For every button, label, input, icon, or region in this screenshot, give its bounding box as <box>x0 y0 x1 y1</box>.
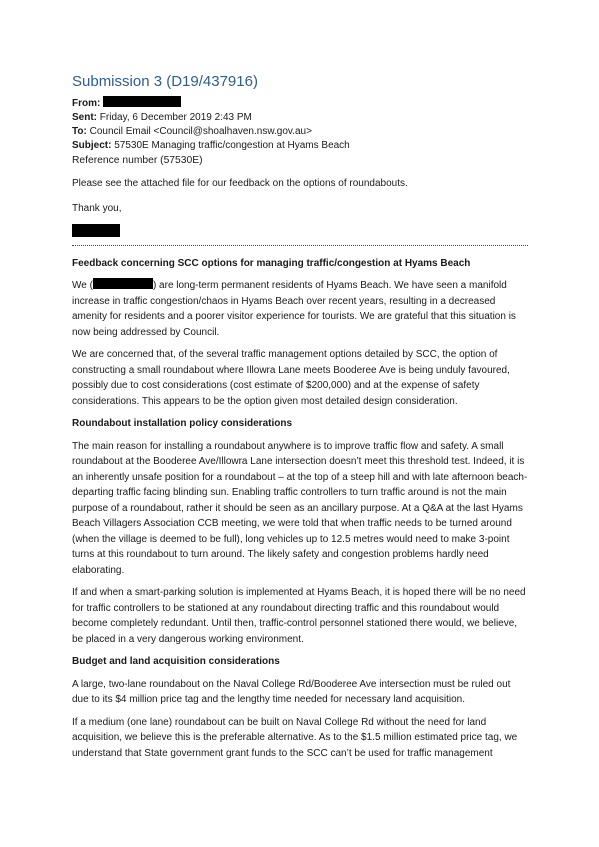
submission-title: Submission 3 (D19/437916) <box>72 73 258 90</box>
paragraph-residents-start: We ( <box>72 280 93 291</box>
paragraph-two-lane: A large, two-lane roundabout on the Naval College Rd/Booderee Ave intersection must be ruled out due to its $4 million price tag and the lengthy time needed for necessary land acquisition. <box>72 678 511 705</box>
paragraph-concern: We are concerned that, of the several traffic management options detailed by SCC, the option of constructing a small roundabout where Illowra Lane meets Booderee Ave is being unduly favoured, possibly due to cost considerations (cost estimate of $200,000) and at the expense of safety considerations. This appears to be the option given most detailed design consideration. <box>72 349 510 407</box>
paragraph-policy: The main reason for installing a roundabout anywhere is to improve traffic flow and safety. A small roundabout at the Booderee Ave/Illowra Lane intersection doesn’t meet this threshold test. Indeed, it is an inherently unsafe position for a roundabout – at the top of a steep hill and with late afternoon beach-departing traffic facing blinding sun. Enabling traffic controllers to turn traffic around is not the main purpose of a roundabout, rather it should be seen as an ancillary purpose. At a Q&A at the last Hyams Beach Villagers Association CCB meeting, we were told that when traffic needs to be turned around (when the village is deemed to be full), long vehicles up to 12.5 metres would need to make 3-point turns at this roundabout to turn around. The likely safety and congestion problems hardly need elaborating. <box>72 440 528 576</box>
redacted-sender <box>103 96 181 107</box>
page-separator <box>72 245 528 246</box>
paragraph-smart-parking: If and when a smart-parking solution is implemented at Hyams Beach, it is hoped there will be no need for traffic controllers to be stationed at any roundabout directing traffic and this roundabout would become completely redundant. Until then, traffic-control personnel stationed there would, we believe, be placed in a very dangerous working environment. <box>72 587 526 645</box>
to-value: Council Email <Council@shoalhaven.nsw.gov.au> <box>89 126 312 137</box>
paragraph-residents <box>72 278 528 340</box>
sent-line <box>72 111 528 125</box>
redacted-signature <box>72 224 120 237</box>
subject-label: Subject: <box>72 140 112 151</box>
subject-line <box>72 139 528 153</box>
document-heading: Feedback concerning SCC options for managing traffic/congestion at Hyams Beach <box>72 257 471 269</box>
paragraph-residents-rest: ) are long-term permanent residents of Hyams Beach. We have seen a manifold increase in traffic congestion/chaos in Hyams Beach over recent years, resulting in a decreased amenity for residents and a poorer visitor experience for tourists. We are grateful that this situation is now being addressed by Council. <box>72 280 516 338</box>
section-heading-policy: Roundabout installation policy considerations <box>72 418 293 429</box>
subject-value: 57530E Managing traffic/congestion at Hyams Beach <box>114 140 350 151</box>
to-label: To: <box>72 126 87 137</box>
to-line <box>72 125 528 139</box>
thanks-line: Thank you, <box>72 203 122 214</box>
sent-value: Friday, 6 December 2019 2:43 PM <box>99 112 252 123</box>
sent-label: Sent: <box>72 112 97 123</box>
from-label: From: <box>72 98 101 109</box>
from-line <box>72 96 528 111</box>
section-heading-budget: Budget and land acquisition considerations <box>72 656 280 667</box>
document-content <box>72 72 528 768</box>
paragraph-one-lane: If a medium (one lane) roundabout can be built on Naval College Rd without the need for land acquisition, we believe this is the preferable alternative. As to the $1.5 million estimated price tag, we understand that State government grant funds to the SCC can’t be used for traffic management <box>72 716 518 759</box>
redacted-names <box>93 278 153 289</box>
reference-number: Reference number (57530E) <box>72 155 203 166</box>
email-body: Please see the attached file for our feedback on the options of roundabouts. <box>72 177 408 189</box>
